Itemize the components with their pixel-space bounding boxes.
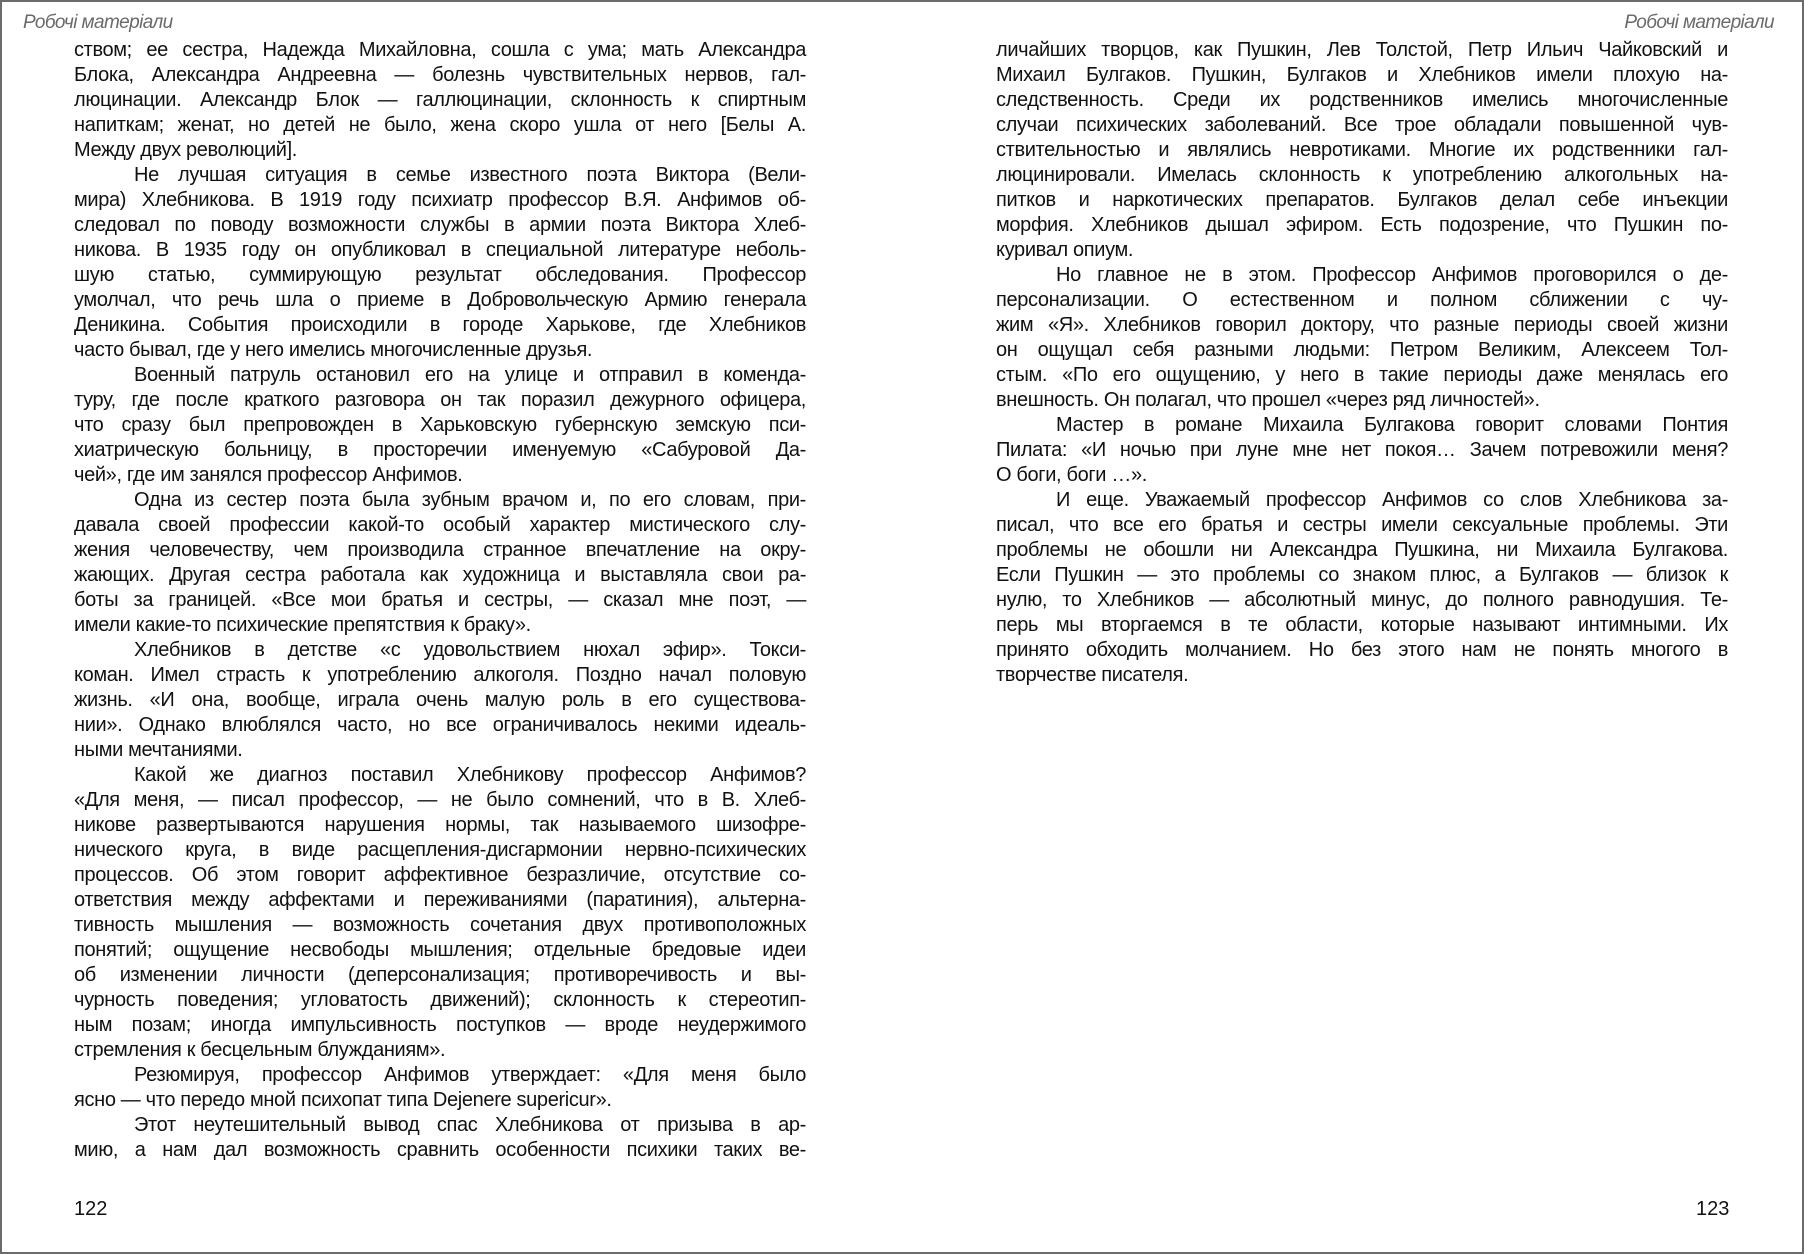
text-line: хиатрическую больницу, в просторечии именуемую «Сабуровой Да- bbox=[74, 439, 806, 461]
text-line: жизнь. «И она, вообще, играла очень малую роль в его существова- bbox=[74, 689, 806, 711]
text-line: личайших творцов, как Пушкин, Лев Толстой, Петр Ильич Чайковский и bbox=[996, 39, 1728, 61]
text-line: шую статью, суммирующую результат обследования. Профессор bbox=[74, 264, 806, 286]
text-line: мира) Хлебникова. В 1919 году психиатр профессор В.Я. Анфимов об- bbox=[74, 189, 806, 211]
text-line: принято обходить молчанием. Но без этого нам не понять многого в bbox=[996, 639, 1728, 661]
text-line: он ощущал себя разными людьми: Петром Великим, Алексеем Тол- bbox=[996, 339, 1728, 361]
running-head: Робочі матеріали bbox=[23, 12, 173, 33]
text-line: следовал по поводу возможности службы в армии поэта Виктора Хлеб- bbox=[74, 214, 806, 236]
paragraph bbox=[74, 1113, 806, 1163]
page-body bbox=[996, 38, 1728, 688]
paragraph bbox=[74, 488, 806, 638]
text-line: Между двух революций]. bbox=[74, 139, 298, 161]
text-line: коман. Имел страсть к употреблению алкоголя. Поздно начал половую bbox=[74, 664, 806, 686]
text-line: Михаил Булгаков. Пушкин, Булгаков и Хлебников имели плохую на- bbox=[996, 64, 1728, 86]
text-line: жения человечеству, чем производила странное впечатление на окру- bbox=[74, 539, 806, 561]
text-line: никова. В 1935 году он опубликовал в специальной литературе неболь- bbox=[74, 239, 806, 261]
text-line: мию, а нам дал возможность сравнить особенности психики таких ве- bbox=[74, 1139, 806, 1161]
text-line: ствительностью и являлись невротиками. Многие их родственники гал- bbox=[996, 139, 1728, 161]
text-line: чурность поведения; угловатость движений); склонность к стереотип- bbox=[74, 989, 806, 1011]
text-line: ством; ее сестра, Надежда Михайловна, сошла с ума; мать Александра bbox=[74, 39, 806, 61]
text-line: туру, где после краткого разговора он так поразил дежурного офицера, bbox=[74, 389, 806, 411]
page-body bbox=[74, 38, 806, 1163]
text-line: тивность мышления — возможность сочетания двух противоположных bbox=[74, 914, 806, 936]
text-line: стым. «По его ощущению, у него в такие периоды даже менялась его bbox=[996, 364, 1728, 386]
text-line: давала своей профессии какой-то особый характер мистического слу- bbox=[74, 514, 806, 536]
paragraph bbox=[74, 38, 806, 163]
paragraph bbox=[74, 1063, 806, 1113]
paragraph bbox=[996, 488, 1728, 688]
text-line: имели какие-то психические препятствия к браку». bbox=[74, 614, 531, 636]
text-line: стремления к бесцельным блужданиям». bbox=[74, 1039, 446, 1061]
text-line: перь мы вторгаемся в те области, которые называют интимными. Их bbox=[996, 614, 1728, 636]
text-line: Блока, Александра Андреевна — болезнь чувствительных нервов, гал- bbox=[74, 64, 806, 86]
text-line: процессов. Об этом говорит аффективное безразличие, отсутствие со- bbox=[74, 864, 806, 886]
text-line: Этот неутешительный вывод спас Хлебникова от призыва в ар- bbox=[134, 1114, 806, 1136]
text-line: внешность. Он полагал, что прошел «через ряд личностей». bbox=[996, 389, 1540, 411]
text-line: писал, что все его братья и сестры имели сексуальные проблемы. Эти bbox=[996, 514, 1728, 536]
paragraph bbox=[74, 763, 806, 1063]
text-line: об изменении личности (деперсонализация; противоречивость и вы- bbox=[74, 964, 806, 986]
text-line: следственность. Среди их родственников имелись многочисленные bbox=[996, 89, 1728, 111]
text-line: ными мечтаниями. bbox=[74, 739, 243, 761]
text-line: И еще. Уважаемый профессор Анфимов со слов Хлебникова за- bbox=[1056, 489, 1728, 511]
paragraph bbox=[74, 363, 806, 488]
text-line: нулю, то Хлебников — абсолютный минус, до полного равнодушия. Те- bbox=[996, 589, 1728, 611]
right-page bbox=[902, 0, 1804, 1254]
text-line: Но главное не в этом. Профессор Анфимов проговорился о де- bbox=[1056, 264, 1728, 286]
text-line: нического круга, в виде расщепления-дисгармонии нервно-психических bbox=[74, 839, 806, 861]
page-number: 122 bbox=[74, 1198, 108, 1220]
text-line: О боги, боги …». bbox=[996, 464, 1147, 486]
text-line: творчестве писателя. bbox=[996, 664, 1189, 686]
running-head: Робочі матеріали bbox=[1624, 12, 1774, 33]
text-line: морфия. Хлебников дышал эфиром. Есть подозрение, что Пушкин по- bbox=[996, 214, 1728, 236]
text-line: питков и наркотических препаратов. Булгаков делал себе инъекции bbox=[996, 189, 1728, 211]
text-line: жим «Я». Хлебников говорил доктору, что разные периоды своей жизни bbox=[996, 314, 1728, 336]
paragraph bbox=[74, 638, 806, 763]
text-line: ным позам; иногда импульсивность поступков — вроде неудержимого bbox=[74, 1014, 806, 1036]
paragraph bbox=[74, 163, 806, 363]
text-line: Какой же диагноз поставил Хлебникову профессор Анфимов? bbox=[134, 764, 806, 786]
text-line: люцинации. Александр Блок — галлюцинации, склонность к спиртным bbox=[74, 89, 806, 111]
text-line: Военный патруль остановил его на улице и отправил в коменда- bbox=[134, 364, 806, 386]
text-line: проблемы не обошли ни Александра Пушкина, ни Михаила Булгакова. bbox=[996, 539, 1728, 561]
text-line: никове развертываются нарушения нормы, так называемого шизофре- bbox=[74, 814, 806, 836]
page-number: 123 bbox=[1696, 1198, 1730, 1220]
text-line: Резюмируя, профессор Анфимов утверждает: «Для меня было bbox=[134, 1064, 806, 1086]
text-line: куривал опиум. bbox=[996, 239, 1134, 261]
text-line: Хлебников в детстве «с удовольствием нюхал эфир». Токси- bbox=[134, 639, 806, 661]
text-line: Деникина. События происходили в городе Харькове, где Хлебников bbox=[74, 314, 806, 336]
paragraph bbox=[996, 413, 1728, 488]
text-line: часто бывал, где у него имелись многочисленные друзья. bbox=[74, 339, 593, 361]
text-line: Не лучшая ситуация в семье известного поэта Виктора (Вели- bbox=[134, 164, 806, 186]
text-line: случаи психических заболеваний. Все трое обладали повышенной чув- bbox=[996, 114, 1728, 136]
text-line: что сразу был препровожден в Харьковскую губернскую земскую пси- bbox=[74, 414, 806, 436]
text-line: боты за границей. «Все мои братья и сестры, — сказал мне поэт, — bbox=[74, 589, 806, 611]
text-line: Если Пушкин — это проблемы со знаком плюс, а Булгаков — близок к bbox=[996, 564, 1728, 586]
text-line: чей», где им занялся профессор Анфимов. bbox=[74, 464, 463, 486]
text-line: Пилата: «И ночью при луне мне нет покоя… Зачем потревожили меня? bbox=[996, 439, 1728, 461]
text-line: ответствия между аффектами и переживаниями (паратиния), альтерна- bbox=[74, 889, 806, 911]
text-line: понятий; ощущение несвободы мышления; отдельные бредовые идеи bbox=[74, 939, 806, 961]
text-line: люцинировали. Имелась склонность к употреблению алкогольных на- bbox=[996, 164, 1728, 186]
text-line: умолчал, что речь шла о приеме в Добровольческую Армию генерала bbox=[74, 289, 806, 311]
text-line: Одна из сестер поэта была зубным врачом и, по его словам, при- bbox=[134, 489, 806, 511]
text-line: жающих. Другая сестра работала как художница и выставляла свои ра- bbox=[74, 564, 806, 586]
text-line: «Для меня, — писал профессор, — не было сомнений, что в В. Хлеб- bbox=[74, 789, 806, 811]
paragraph bbox=[996, 263, 1728, 413]
text-line: Мастер в романе Михаила Булгакова говорит словами Понтия bbox=[1056, 414, 1728, 436]
text-line: напиткам; женат, но детей не было, жена скоро ушла от него [Белы А. bbox=[74, 114, 806, 136]
paragraph bbox=[996, 38, 1728, 263]
text-line: нии». Однако влюблялся часто, но все ограничивалось некими идеаль- bbox=[74, 714, 806, 736]
text-line: ясно — что передо мной психопат типа Dejenere supericur». bbox=[74, 1089, 612, 1111]
text-line: персонализации. О естественном и полном сближении с чу- bbox=[996, 289, 1728, 311]
